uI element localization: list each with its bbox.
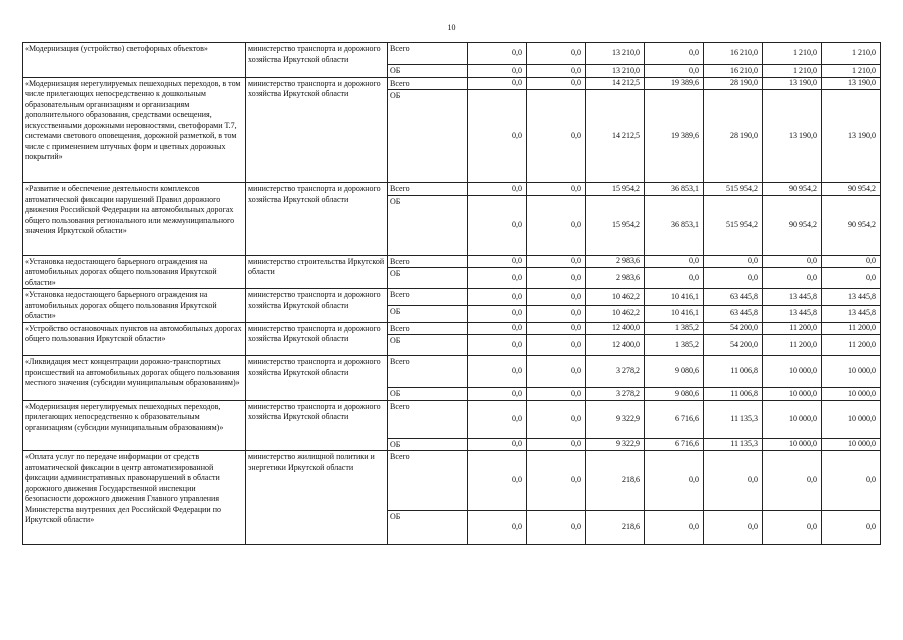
amount-cell: 10 416,1 (645, 305, 704, 322)
amount-cell: 13 210,0 (586, 65, 645, 78)
amount-cell: 10 462,2 (586, 305, 645, 322)
amount-cell: 19 389,6 (645, 90, 704, 183)
amount-cell: 0,0 (822, 268, 881, 289)
amount-cell: 9 080,6 (645, 356, 704, 388)
table-row-total (23, 255, 881, 268)
amount-cell: 36 853,1 (645, 183, 704, 196)
amount-cell: 13 445,8 (763, 305, 822, 322)
amount-cell: 0,0 (704, 268, 763, 289)
amount-cell: 0,0 (468, 255, 527, 268)
program-item-name: «Устройство остановочных пунктов на автомобильных дорогах общего пользования Иркутской области» (23, 322, 246, 356)
amount-cell: 11 135,3 (704, 400, 763, 438)
amount-cell: 0,0 (468, 268, 527, 289)
amount-cell: 3 278,2 (586, 356, 645, 388)
amount-cell: 0,0 (822, 511, 881, 545)
amount-cell: 1 210,0 (822, 43, 881, 65)
amount-cell: 0,0 (527, 183, 586, 196)
funding-source-cell: ОБ (388, 65, 468, 78)
amount-cell: 54 200,0 (704, 322, 763, 335)
responsible-organization: министерство транспорта и дорожного хозяйства Иркутской области (246, 77, 388, 183)
amount-cell: 0,0 (763, 451, 822, 511)
amount-cell: 0,0 (468, 90, 527, 183)
amount-cell: 54 200,0 (704, 335, 763, 356)
responsible-organization: министерство строительства Иркутской области (246, 255, 388, 289)
amount-cell: 2 983,6 (586, 255, 645, 268)
amount-cell: 14 212,5 (586, 90, 645, 183)
amount-cell: 10 462,2 (586, 289, 645, 306)
amount-cell: 0,0 (527, 77, 586, 90)
amount-cell: 0,0 (468, 511, 527, 545)
amount-cell: 13 190,0 (822, 90, 881, 183)
amount-cell: 10 000,0 (822, 356, 881, 388)
amount-cell: 90 954,2 (822, 195, 881, 255)
amount-cell: 11 200,0 (763, 335, 822, 356)
amount-cell: 9 080,6 (645, 388, 704, 401)
amount-cell: 0,0 (468, 77, 527, 90)
amount-cell: 0,0 (468, 335, 527, 356)
amount-cell: 0,0 (704, 511, 763, 545)
amount-cell: 0,0 (645, 255, 704, 268)
amount-cell: 0,0 (527, 43, 586, 65)
funding-source-cell: Всего (388, 322, 468, 335)
amount-cell: 0,0 (527, 289, 586, 306)
table-body (23, 43, 881, 545)
amount-cell: 515 954,2 (704, 195, 763, 255)
amount-cell: 0,0 (527, 90, 586, 183)
amount-cell: 12 400,0 (586, 322, 645, 335)
table-row-total (23, 356, 881, 388)
amount-cell: 0,0 (527, 65, 586, 78)
amount-cell: 0,0 (468, 438, 527, 451)
amount-cell: 11 006,8 (704, 388, 763, 401)
funding-source-cell: ОБ (388, 438, 468, 451)
funding-source-cell: ОБ (388, 305, 468, 322)
amount-cell: 0,0 (763, 511, 822, 545)
funding-source-cell: Всего (388, 451, 468, 511)
amount-cell: 28 190,0 (704, 77, 763, 90)
amount-cell: 2 983,6 (586, 268, 645, 289)
program-item-name: «Модернизация (устройство) светофорных объектов» (23, 43, 246, 78)
amount-cell: 63 445,8 (704, 305, 763, 322)
amount-cell: 0,0 (645, 451, 704, 511)
amount-cell: 6 716,6 (645, 438, 704, 451)
amount-cell: 10 000,0 (822, 438, 881, 451)
funding-source-cell: ОБ (388, 268, 468, 289)
responsible-organization: министерство транспорта и дорожного хозяйства Иркутской области (246, 322, 388, 356)
amount-cell: 36 853,1 (645, 195, 704, 255)
program-item-name: «Оплата услуг по передаче информации от средств автоматической фиксации в центр автоматизированной фиксации административных правонарушений в области дорожного движения Государственной инспекции безопасности дорожного движения Главного управления Министерства внутренних дел Российской Федерации по Иркутской области» (23, 451, 246, 545)
amount-cell: 218,6 (586, 511, 645, 545)
amount-cell: 0,0 (527, 356, 586, 388)
amount-cell: 0,0 (645, 43, 704, 65)
table-row-total (23, 451, 881, 511)
amount-cell: 0,0 (527, 335, 586, 356)
amount-cell: 12 400,0 (586, 335, 645, 356)
amount-cell: 13 445,8 (763, 289, 822, 306)
amount-cell: 0,0 (763, 255, 822, 268)
amount-cell: 0,0 (468, 322, 527, 335)
amount-cell: 1 210,0 (822, 65, 881, 78)
amount-cell: 0,0 (527, 388, 586, 401)
amount-cell: 15 954,2 (586, 183, 645, 196)
amount-cell: 90 954,2 (763, 183, 822, 196)
amount-cell: 11 200,0 (822, 322, 881, 335)
amount-cell: 15 954,2 (586, 195, 645, 255)
amount-cell: 0,0 (468, 43, 527, 65)
amount-cell: 0,0 (468, 195, 527, 255)
amount-cell: 13 445,8 (822, 289, 881, 306)
amount-cell: 0,0 (822, 451, 881, 511)
amount-cell: 0,0 (763, 268, 822, 289)
program-item-name: «Установка недостающего барьерного ограждения на автомобильных дорогах общего пользования Иркутской области» (23, 255, 246, 289)
page-number: 10 (447, 23, 456, 32)
amount-cell: 0,0 (645, 65, 704, 78)
responsible-organization: министерство транспорта и дорожного хозяйства Иркутской области (246, 289, 388, 323)
funding-source-cell: Всего (388, 183, 468, 196)
responsible-organization: министерство жилищной политики и энергетики Иркутской области (246, 451, 388, 545)
amount-cell: 515 954,2 (704, 183, 763, 196)
amount-cell: 0,0 (527, 511, 586, 545)
amount-cell: 0,0 (527, 305, 586, 322)
amount-cell: 0,0 (468, 305, 527, 322)
amount-cell: 0,0 (468, 388, 527, 401)
program-item-name: «Установка недостающего барьерного ограждения на автомобильных дорогах общего пользования Иркутской области» (23, 289, 246, 323)
amount-cell: 1 210,0 (763, 43, 822, 65)
funding-source-cell: ОБ (388, 90, 468, 183)
amount-cell: 0,0 (468, 451, 527, 511)
funding-source-cell: Всего (388, 77, 468, 90)
budget-table (22, 42, 881, 545)
amount-cell: 90 954,2 (822, 183, 881, 196)
amount-cell: 0,0 (527, 268, 586, 289)
amount-cell: 0,0 (468, 65, 527, 78)
amount-cell: 13 190,0 (822, 77, 881, 90)
program-item-name: «Ликвидация мест концентрации дорожно-транспортных происшествий на автомобильных дорогах общего пользования местного значения (субсидии муниципальным образованиям)» (23, 356, 246, 401)
amount-cell: 0,0 (527, 322, 586, 335)
amount-cell: 10 000,0 (763, 400, 822, 438)
responsible-organization: министерство транспорта и дорожного хозяйства Иркутской области (246, 43, 388, 78)
amount-cell: 11 006,8 (704, 356, 763, 388)
amount-cell: 90 954,2 (763, 195, 822, 255)
amount-cell: 0,0 (645, 268, 704, 289)
amount-cell: 16 210,0 (704, 43, 763, 65)
amount-cell: 0,0 (527, 438, 586, 451)
amount-cell: 0,0 (704, 255, 763, 268)
amount-cell: 0,0 (527, 451, 586, 511)
amount-cell: 13 190,0 (763, 90, 822, 183)
responsible-organization: министерство транспорта и дорожного хозяйства Иркутской области (246, 183, 388, 256)
amount-cell: 28 190,0 (704, 90, 763, 183)
amount-cell: 0,0 (704, 451, 763, 511)
amount-cell: 14 212,5 (586, 77, 645, 90)
funding-source-cell: ОБ (388, 388, 468, 401)
amount-cell: 10 000,0 (763, 356, 822, 388)
amount-cell: 9 322,9 (586, 400, 645, 438)
amount-cell: 10 000,0 (822, 400, 881, 438)
amount-cell: 16 210,0 (704, 65, 763, 78)
amount-cell: 0,0 (527, 255, 586, 268)
amount-cell: 9 322,9 (586, 438, 645, 451)
program-item-name: «Развитие и обеспечение деятельности комплексов автоматической фиксации нарушений Правил дорожного движения Российской Федерации на автомобильных дорогах общего пользования регионального или межмуниципального значения Иркутской области» (23, 183, 246, 256)
table-row-total (23, 400, 881, 438)
amount-cell: 11 135,3 (704, 438, 763, 451)
program-item-name: «Модернизация нерегулируемых пешеходных переходов, прилегающих непосредственно к образовательным организациям (субсидии муниципальным образованиям)» (23, 400, 246, 451)
funding-source-cell: ОБ (388, 511, 468, 545)
table-row-total (23, 289, 881, 306)
amount-cell: 63 445,8 (704, 289, 763, 306)
funding-source-cell: ОБ (388, 335, 468, 356)
amount-cell: 0,0 (468, 289, 527, 306)
amount-cell: 10 000,0 (763, 388, 822, 401)
amount-cell: 10 000,0 (822, 388, 881, 401)
amount-cell: 3 278,2 (586, 388, 645, 401)
table-row-total (23, 77, 881, 90)
amount-cell: 13 190,0 (763, 77, 822, 90)
amount-cell: 13 445,8 (822, 305, 881, 322)
amount-cell: 11 200,0 (763, 322, 822, 335)
amount-cell: 11 200,0 (822, 335, 881, 356)
amount-cell: 0,0 (645, 511, 704, 545)
amount-cell: 0,0 (468, 400, 527, 438)
funding-source-cell: Всего (388, 356, 468, 388)
funding-source-cell: Всего (388, 400, 468, 438)
funding-source-cell: Всего (388, 43, 468, 65)
table-row-total (23, 322, 881, 335)
amount-cell: 1 210,0 (763, 65, 822, 78)
funding-source-cell: ОБ (388, 195, 468, 255)
responsible-organization: министерство транспорта и дорожного хозяйства Иркутской области (246, 356, 388, 401)
program-item-name: «Модернизация нерегулируемых пешеходных переходов, в том числе прилегающих непосредственно к дошкольным образовательным организациям и организациям дополнительного образования, средствами освещения, искусственными дорожными неровностями, светофорами Т.7, системами светового оповещения, дорожной разметкой, в том числе с применением штучных форм и цветных дорожных покрытий» (23, 77, 246, 183)
amount-cell: 1 385,2 (645, 335, 704, 356)
amount-cell: 10 416,1 (645, 289, 704, 306)
table-row-total (23, 43, 881, 65)
amount-cell: 218,6 (586, 451, 645, 511)
table-row-total (23, 183, 881, 196)
amount-cell: 0,0 (468, 356, 527, 388)
amount-cell: 6 716,6 (645, 400, 704, 438)
amount-cell: 19 389,6 (645, 77, 704, 90)
amount-cell: 0,0 (527, 195, 586, 255)
amount-cell: 10 000,0 (763, 438, 822, 451)
amount-cell: 0,0 (468, 183, 527, 196)
amount-cell: 13 210,0 (586, 43, 645, 65)
responsible-organization: министерство транспорта и дорожного хозяйства Иркутской области (246, 400, 388, 451)
funding-source-cell: Всего (388, 289, 468, 306)
amount-cell: 0,0 (527, 400, 586, 438)
funding-source-cell: Всего (388, 255, 468, 268)
amount-cell: 1 385,2 (645, 322, 704, 335)
amount-cell: 0,0 (822, 255, 881, 268)
